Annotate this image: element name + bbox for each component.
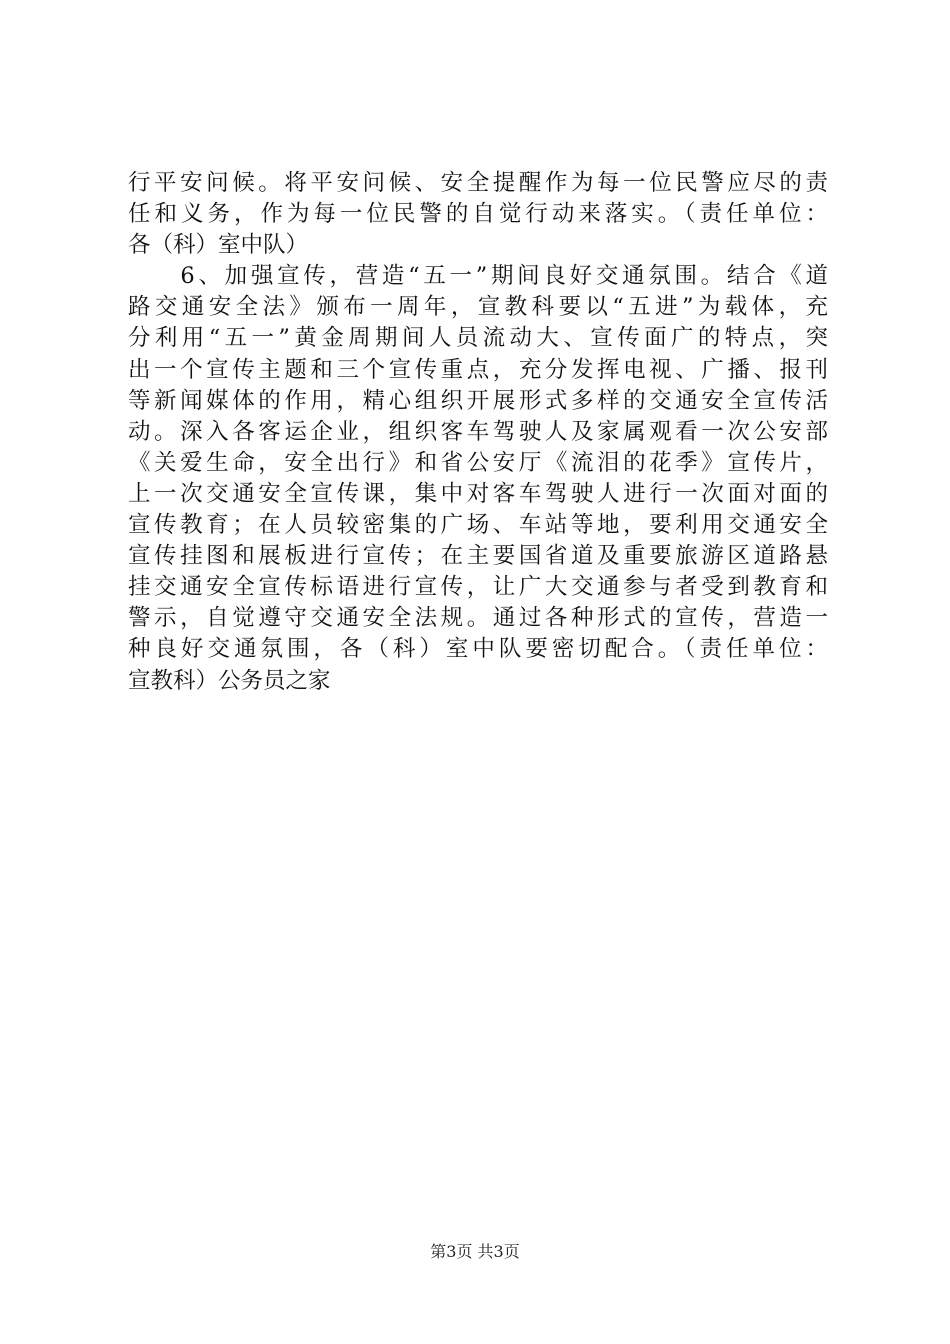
body-line: 上一次交通安全宣传课，集中对客车驾驶人进行一次面对面的 (128, 480, 828, 507)
page-number: 第3页 共3页 (430, 1242, 520, 1261)
body-line: 出一个宣传主题和三个宣传重点，充分发挥电视、广播、报刊 (128, 356, 828, 383)
body-line: 行平安问候。将平安问候、安全提醒作为每一位民警应尽的责 (128, 170, 828, 196)
body-line: 各（科）室中队） (128, 232, 309, 259)
body-line: 等新闻媒体的作用，精心组织开展形式多样的交通安全宣传活 (128, 387, 828, 414)
body-line: 路交通安全法》颁布一周年，宣教科要以“五进”为载体，充 (128, 294, 828, 321)
body-line: 宣教科）公务员之家 (128, 667, 331, 694)
body-line: 宣传挂图和展板进行宣传；在主要国省道及重要旅游区道路悬 (128, 543, 828, 570)
document-body (128, 168, 828, 697)
body-line: 宣传教育；在人员较密集的广场、车站等地，要利用交通安全 (128, 512, 828, 539)
body-line: 6、加强宣传，营造“五一”期间良好交通氛围。结合《道 (128, 263, 828, 290)
body-line: 动。深入各客运企业，组织客车驾驶人及家属观看一次公安部 (128, 418, 828, 445)
body-line: 任和义务，作为每一位民警的自觉行动来落实。（责任单位： (128, 201, 828, 228)
body-line: 分利用“五一”黄金周期间人员流动大、宣传面广的特点，突 (128, 325, 828, 352)
body-line: 种良好交通氛围，各（科）室中队要密切配合。（责任单位： (128, 636, 828, 663)
body-line: 《关爱生命，安全出行》和省公安厅《流泪的花季》宣传片， (128, 449, 828, 476)
body-line: 警示，自觉遵守交通安全法规。通过各种形式的宣传，营造一 (128, 605, 828, 632)
body-line: 挂交通安全宣传标语进行宣传，让广大交通参与者受到教育和 (128, 574, 828, 601)
